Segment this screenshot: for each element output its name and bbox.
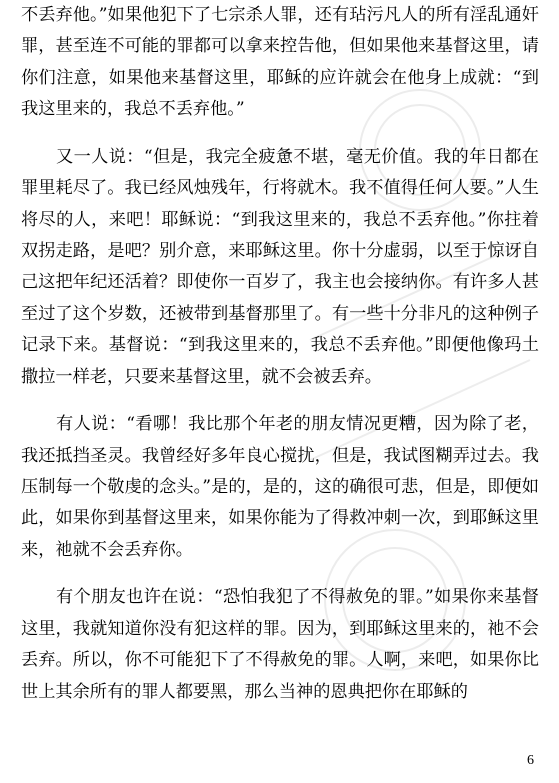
document-body <box>21 0 539 708</box>
page-number: 6 <box>527 753 534 768</box>
paragraph-3: 有人说：“看哪！我比那个年老的朋友情况更糟，因为除了老，我还抵挡圣灵。我曾经好多年良心搅扰，但是，我试图糊弄过去。我压制每一个敬虔的念头。”是的，是的，这的确很可悲，但是，即便如此，如果你到基督这里来，如果你能为了得救冲刺一次，到耶稣这里来，祂就不会丢弃你。 <box>21 414 539 560</box>
paragraph-2: 又一人说：“但是，我完全疲惫不堪，毫无价值。我的年日都在罪里耗尽了。我已经风烛残年，行将就木。我不值得任何人要。”人生将尽的人，来吧！耶稣说：“到我这里来的，我总不丢弃他。”你拄着双拐走路，是吧？别介意，来耶稣这里。你十分虚弱，以至于惊讶自己这把年纪还活着？即使你一百岁了，我主也会接纳你。有许多人甚至过了这个岁数，还被带到基督那里了。有一些十分非凡的这种例子记录下来。基督说：“到我这里来的，我总不丢弃他。”即便他像玛土撒拉一样老，只要来基督这里，就不会被丢弃。 <box>21 146 539 387</box>
paragraph-4: 有个朋友也许在说：“恐怕我犯了不得赦免的罪。”如果你来基督这里，我就知道你没有犯这样的罪。因为，到耶稣这里来的，祂不会丢弃。所以，你不可能犯下了不得赦免的罪。人啊，来吧，如果你比世上其余所有的罪人都要黑，那么当神的恩典把你在耶稣的 <box>21 587 539 702</box>
paragraph-1: 不丢弃他。”如果他犯下了七宗杀人罪，还有玷污凡人的所有淫乱通奸罪，甚至连不可能的罪都可以拿来控告他，但如果他来基督这里，请你们注意，如果他来基督这里，耶稣的应许就会在他身上成就：“到我这里来的，我总不丢弃他。” <box>21 5 539 120</box>
